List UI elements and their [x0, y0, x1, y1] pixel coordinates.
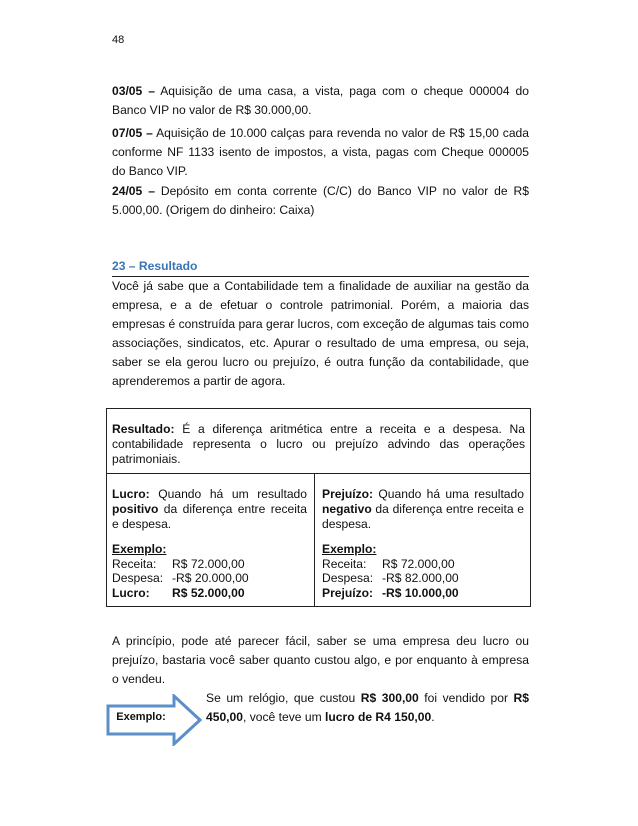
entry-date: 03/05 –: [112, 84, 155, 98]
row-value: -R$ 82.000,00: [382, 571, 459, 585]
row-value: R$ 52.000,00: [172, 585, 245, 600]
comparison-box: [106, 473, 531, 607]
prejuizo-definition: [322, 487, 524, 532]
row-label: Despesa:: [112, 571, 164, 585]
entry-date: 24/05 –: [112, 184, 155, 198]
row-label: Prejuízo:: [322, 585, 374, 600]
row-value: -R$ 20.000,00: [172, 571, 249, 585]
example-row: [112, 557, 249, 572]
definition-box: [106, 408, 531, 474]
example-row-total: [112, 586, 249, 601]
entry-text: Depósito em conta corrente (C/C) do Banco VIP no valor de R$ 5.000,00. (Origem do dinheiro: Caixa): [112, 184, 529, 217]
lucro-text: Quando há um resultado: [149, 487, 307, 501]
definition-term: Resultado:: [112, 422, 175, 436]
callout-text: .: [431, 710, 435, 724]
entry-0305: [112, 82, 529, 120]
example-row: [112, 571, 249, 586]
arrow-label: Exemplo:: [116, 711, 166, 723]
row-label: Receita:: [112, 556, 157, 571]
column-divider: [314, 474, 315, 606]
row-value: -R$ 10.000,00: [382, 585, 459, 600]
example-callout-text: [206, 689, 529, 727]
page-number: 48: [112, 34, 125, 46]
lucro-example: [112, 542, 249, 600]
lucro-term: Lucro:: [112, 487, 150, 501]
row-value: R$ 72.000,00: [172, 556, 245, 571]
lucro-emph: positivo: [112, 502, 159, 516]
row-value: R$ 72.000,00: [382, 556, 455, 571]
entry-0705: [112, 124, 529, 181]
closing-paragraph: A princípio, pode até parecer fácil, saber se uma empresa deu lucro ou prejuízo, bastaria você saber quanto custou algo, e por enquanto à empresa o vendeu.: [112, 634, 529, 686]
row-label: Lucro:: [112, 585, 150, 600]
prejuizo-text: Quando há uma resultado: [373, 487, 524, 501]
intro-paragraph: Você já sabe que a Contabilidade tem a finalidade de auxiliar na gestão da empresa, e a de efetuar o controle patrimonial. Porém, a maioria das empresas é construída para gerar lucros, com exceção de algumas tais como associações, sindicatos, etc. Apurar o resultado de uma empresa, ou seja, saber se ela gerou lucro ou prejuízo, é outra função da contabilidade, que aprenderemos a partir de agora.: [112, 279, 529, 388]
prejuizo-example: [322, 542, 459, 600]
example-row: [322, 571, 459, 586]
callout-emph: R$ 450,00: [206, 691, 530, 724]
row-label: Receita:: [322, 556, 367, 571]
section-title: 23 – Resultado: [112, 259, 198, 273]
prejuizo-term: Prejuízo:: [322, 487, 374, 501]
entry-text: Aquisição de uma casa, a vista, paga com o cheque 000004 do Banco VIP no valor de R$ 30.000,00.: [112, 84, 529, 117]
callout-emph: lucro de R4 150,00: [325, 710, 432, 724]
definition-body: É a diferença aritmética entre a receita e a despesa. Na contabilidade representa o lucro ou prejuízo advindo das operações patrimoniais.: [112, 422, 525, 466]
example-heading: Exemplo:: [322, 542, 377, 556]
callout-text: Se um relógio, que custou: [206, 691, 361, 705]
lucro-definition: [112, 487, 307, 532]
callout-text: foi vendido por: [418, 691, 514, 705]
prejuizo-emph: negativo: [322, 502, 372, 516]
callout-emph: R$ 300,00: [360, 691, 419, 705]
prejuizo-text: da diferença entre receita e despesa.: [322, 502, 524, 531]
entry-2405: [112, 182, 529, 220]
example-row: [322, 557, 459, 572]
example-heading: Exemplo:: [112, 542, 167, 556]
lucro-text: da diferença entre receita e despesa.: [112, 502, 307, 531]
example-arrow: [106, 694, 202, 751]
row-label: Despesa:: [322, 571, 374, 585]
definition-text: [112, 422, 525, 467]
callout-text: , você teve um: [243, 710, 326, 724]
example-row-total: [322, 586, 459, 601]
entry-text: Aquisição de 10.000 calças para revenda no valor de R$ 15,00 cada conforme NF 1133 isento de impostos, a vista, pagas com Cheque 000005 do Banco VIP.: [112, 126, 529, 178]
entry-date: 07/05 –: [112, 126, 153, 140]
